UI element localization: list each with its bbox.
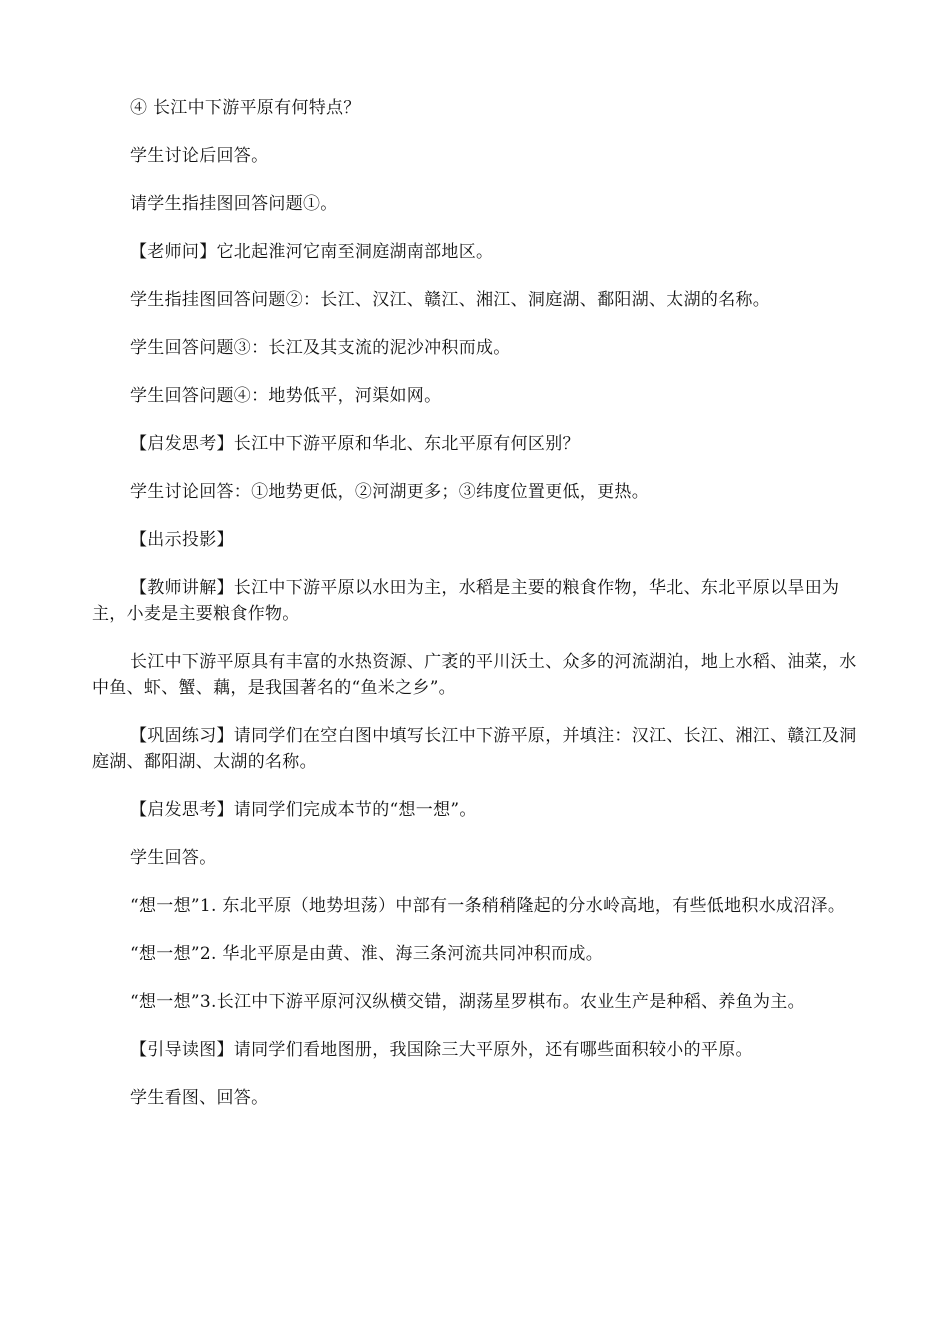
paragraph-fish-rice-land: 长江中下游平原具有丰富的水热资源、广袤的平川沃土、众多的河流湖泊，地上水稻、油菜，水中鱼、虾、蟹、藕，是我国著名的“鱼米之乡”。 [92, 652, 857, 698]
paragraph-inspire-think-2: 【启发思考】请同学们完成本节的“想一想”。 [130, 800, 477, 820]
paragraph-think-1: “想一想”1. 东北平原（地势坦荡）中部有一条稍稍隆起的分水岭高地，有些低地积水成沼泽。 [130, 896, 846, 916]
paragraph-students-answer: 学生回答。 [130, 848, 217, 868]
paragraph-answer-q2: 学生指挂图回答问题②：长江、汉江、赣江、湘江、洞庭湖、鄱阳湖、太湖的名称。 [130, 290, 771, 310]
document-page [92, 95, 872, 1133]
paragraph-think-3: “想一想”3.长江中下游平原河汉纵横交错，湖荡星罗棋布。农业生产是种稻、养鱼为主。 [130, 992, 805, 1012]
paragraph-look-and-answer: 学生看图、回答。 [130, 1088, 269, 1108]
paragraph-answer-q3: 学生回答问题③：长江及其支流的泥沙冲积而成。 [130, 338, 511, 358]
paragraph-consolidation-exercise: 【巩固练习】请同学们在空白图中填写长江中下游平原，并填注：汉江、长江、湘江、赣江及洞庭湖、鄱阳湖、太湖的名称。 [92, 726, 857, 772]
paragraph-question-4: ④ 长江中下游平原有何特点？ [130, 98, 361, 118]
paragraph-think-2: “想一想”2. 华北平原是由黄、淮、海三条河流共同冲积而成。 [130, 944, 604, 964]
paragraph-answer-q4: 学生回答问题④：地势低平，河渠如网。 [130, 386, 442, 406]
paragraph-point-map-q1: 请学生指挂图回答问题①。 [130, 194, 338, 214]
paragraph-inspire-think-1: 【启发思考】长江中下游平原和华北、东北平原有何区别？ [130, 434, 580, 454]
paragraph-discuss-differences: 学生讨论回答：①地势更低，②河湖更多；③纬度位置更低，更热。 [130, 482, 649, 502]
paragraph-show-projection: 【出示投影】 [130, 530, 234, 550]
paragraph-teacher-asks: 【老师问】它北起淮河它南至洞庭湖南部地区。 [130, 242, 494, 262]
paragraph-teacher-explains: 【教师讲解】长江中下游平原以水田为主，水稻是主要的粮食作物，华北、东北平原以旱田为主，小麦是主要粮食作物。 [92, 578, 840, 624]
paragraph-guide-map-reading: 【引导读图】请同学们看地图册，我国除三大平原外，还有哪些面积较小的平原。 [130, 1040, 753, 1060]
paragraph-discuss-answer: 学生讨论后回答。 [130, 146, 269, 166]
